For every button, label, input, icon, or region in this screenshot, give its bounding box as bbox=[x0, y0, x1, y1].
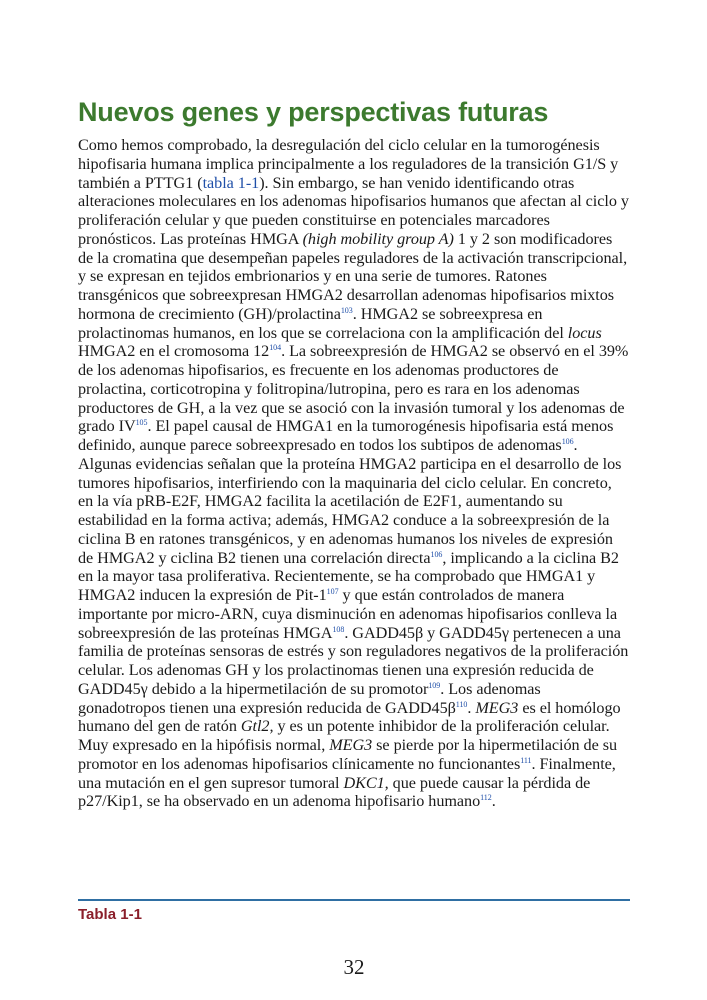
text-run: y que están controlados de manera importante por micro-ARN, cuya disminución en adenomas hipofisarios conlleva la sobreexpresión de las proteínas HMGA bbox=[78, 586, 618, 642]
italic-run: Gtl2, bbox=[240, 717, 274, 736]
reference-107[interactable]: 107 bbox=[326, 587, 339, 596]
text-run: . HMGA2 se sobreexpresa en prolactinomas humanos, en los que se correlaciona con la amplificación del bbox=[78, 304, 568, 342]
text-run: . GADD45β y GADD45γ pertenecen a una familia de proteínas sensoras de estrés y son reguladores negativos de la proliferación celular. Los adenomas GH y los prolactinomas tienen una expresión reducida de GADD45γ debido a la hipermetilación de su promotor bbox=[78, 623, 629, 698]
italic-run: DKC1, bbox=[343, 773, 389, 792]
document-page bbox=[78, 0, 630, 1000]
section-divider bbox=[78, 899, 630, 901]
text-run: que puede causar la pérdida de p27/Kip1, se ha observado en un adenoma hipofisario humano bbox=[78, 773, 591, 811]
text-run: . La sobreexpresión de HMGA2 se observó en el 39% de los adenomas hipofisarios, es frecuente en los adenomas productores de prolactina, corticotropina y folitropina/lutropina, pero es rara en los adenomas productores de GH, a la vez que se asoció con la invasión tumoral y los adenomas de grado IV bbox=[78, 342, 629, 436]
reference-106[interactable]: 106 bbox=[430, 549, 443, 559]
text-run: Como hemos comprobado, la desregulación del ciclo celular en la tumorogénesis hipofisaria humana implica principalmente a los reguladores de la transición G1/S y también a PTTG1 ( bbox=[78, 136, 619, 192]
reference-109[interactable]: 109 bbox=[428, 680, 441, 690]
text-run: 1 y 2 son modificadores de la cromatina que desempeñan papeles reguladores de la activación transcripcional, y se expresan en tejidos embrionarios y en una serie de tumores. Ratones transgénicos que sobreexpresan HMGA2 desarrollan adenomas hipofisarios mixtos hormona de crecimiento (GH)/prolactina bbox=[78, 229, 628, 323]
text-run: se pierde por la hipermetilación de su promotor en los adenomas hipofisarios clínicamente no funcionantes bbox=[78, 736, 618, 773]
text-run: es el homólogo humano del gen de ratón bbox=[78, 698, 621, 736]
text-run: . Los adenomas gonadotropos tienen una expresión reducida de GADD45β bbox=[78, 679, 541, 717]
reference-111[interactable]: 111 bbox=[520, 755, 532, 765]
text-run: . El papel causal de HMGA1 en la tumorogénesis hipofisaria está menos definido, aunque parece sobreexpresado en todos los subtipos de adenomas bbox=[78, 417, 614, 454]
text-run: , implicando a la ciclina B2 en la mayor tasa proliferativa. Recientemente, se ha comprobado que HMGA1 y HMGA2 inducen la expresión de Pit-1 bbox=[78, 548, 619, 604]
reference-103[interactable]: 103 bbox=[340, 305, 353, 315]
text-run: y es un potente inhibidor de la proliferación celular. Muy expresado en la hipófisis normal, bbox=[78, 717, 610, 754]
reference-112[interactable]: 112 bbox=[480, 793, 492, 803]
reference-106[interactable]: 106 bbox=[561, 437, 574, 446]
section-heading: Nuevos genes y perspectivas futuras bbox=[78, 97, 549, 127]
table-caption: Tabla 1-1 bbox=[78, 906, 142, 923]
table-1-1-link[interactable]: tabla 1-1 bbox=[202, 173, 260, 192]
page-number: 32 bbox=[343, 955, 365, 979]
body-paragraph bbox=[78, 136, 630, 811]
text-run: . Algunas evidencias señalan que la proteína HMGA2 participa en el desarrollo de los tumores hipofisarios, interfiriendo con la maquinaria del ciclo celular. En concreto, en la vía pRB-E2F, HMGA2 facilita la acetilación de E2F1, aumentando su estabilidad en la forma activa; además, HMGA2 conduce a la sobreexpresión de la ciclina B en ratones transgénicos, y en adenomas humanos los niveles de expresión de HMGA2 y ciclina B2 tienen una correlación directa bbox=[78, 436, 622, 567]
text-run: . bbox=[491, 792, 496, 811]
reference-105[interactable]: 105 bbox=[135, 418, 148, 428]
text-run: HMGA2 en el cromosoma 12 bbox=[78, 342, 270, 361]
text-run: ). Sin embargo, se han venido identificando otras alteraciones moleculares en los adenomas hipofisarios humanos que afectan al ciclo y proliferación celular y que pueden constituirse en potenciales marcadores pronósticos. Las proteínas HMGA bbox=[78, 173, 629, 248]
text-run: . Finalmente, una mutación en el gen supresor tumoral bbox=[78, 754, 616, 792]
italic-run: (high mobility group A) bbox=[302, 229, 454, 248]
italic-run: MEG3 bbox=[475, 698, 519, 717]
reference-108[interactable]: 108 bbox=[332, 624, 345, 634]
italic-run: MEG3 bbox=[329, 736, 373, 754]
text-run: . bbox=[467, 698, 476, 717]
reference-110[interactable]: 110 bbox=[455, 699, 468, 709]
italic-run: locus bbox=[567, 323, 602, 342]
reference-104[interactable]: 104 bbox=[269, 343, 282, 353]
